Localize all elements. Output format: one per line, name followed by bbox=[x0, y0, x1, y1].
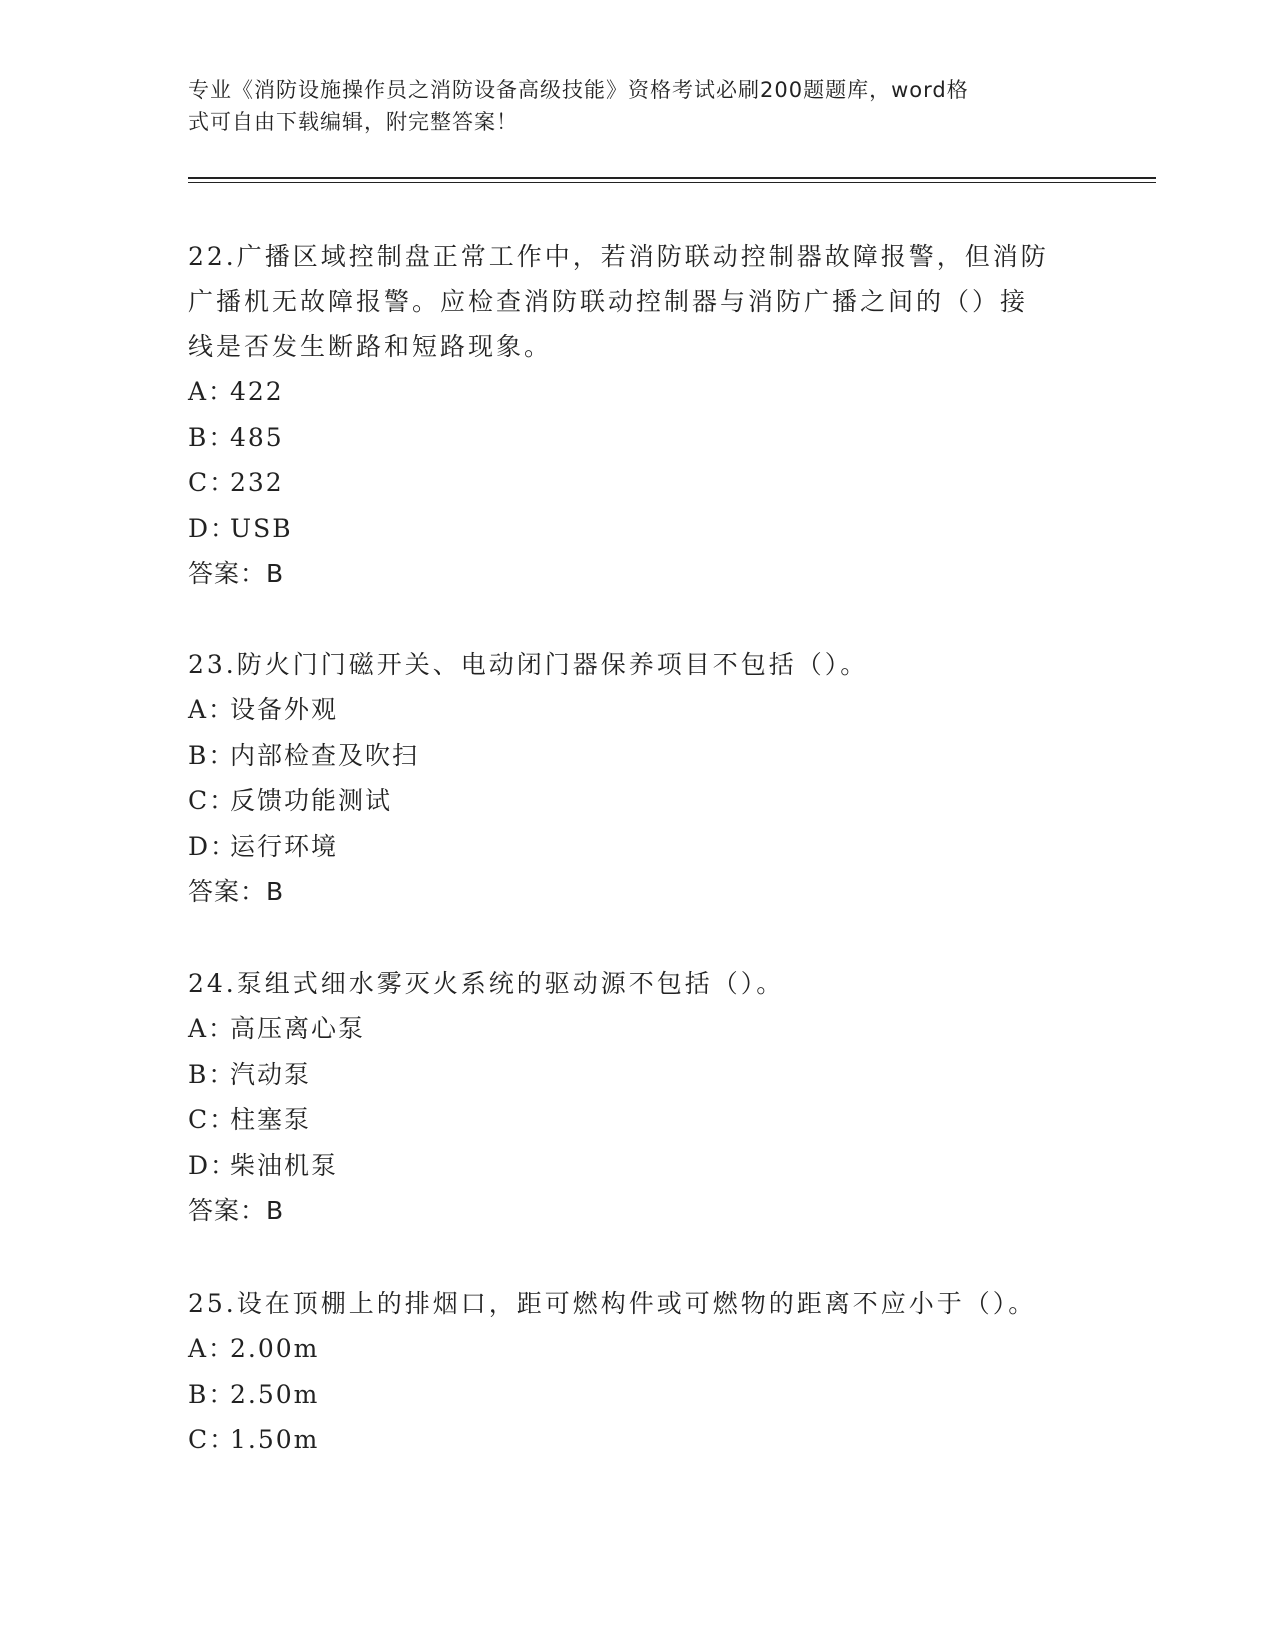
option-letter: A： bbox=[188, 1334, 236, 1363]
option-text: 高压离心泵 bbox=[230, 1014, 366, 1043]
question-stem-line: 线是否发生断路和短路现象。 bbox=[188, 332, 553, 361]
option-a bbox=[188, 1326, 1088, 1372]
option-d bbox=[188, 1143, 1088, 1189]
option-letter: B： bbox=[188, 740, 236, 770]
option-text: 2.50m bbox=[230, 1379, 320, 1409]
option-letter: A： bbox=[188, 695, 236, 724]
option-letter: B： bbox=[188, 1379, 236, 1409]
option-text: USB bbox=[230, 513, 293, 543]
option-b bbox=[188, 733, 1088, 779]
option-letter: D： bbox=[188, 513, 238, 543]
question-stem-line: 22.广播区域控制盘正常工作中，若消防联动控制器故障报警，但消防 bbox=[188, 242, 1049, 271]
option-letter: B： bbox=[188, 1059, 236, 1089]
option-letter: A： bbox=[188, 1014, 236, 1043]
header-divider-thin bbox=[188, 182, 1156, 183]
option-c bbox=[188, 1417, 1088, 1463]
question-stem-line: 23.防火门门磁开关、电动闭门器保养项目不包括（）。 bbox=[188, 650, 869, 679]
option-b bbox=[188, 415, 1088, 461]
option-d bbox=[188, 506, 1088, 552]
option-text: 2.00m bbox=[230, 1334, 320, 1363]
option-b bbox=[188, 1372, 1088, 1418]
question-24 bbox=[188, 961, 1088, 1234]
question-stem-line: 24.泵组式细水雾灭火系统的驱动源不包括（）。 bbox=[188, 969, 785, 998]
question-25 bbox=[188, 1281, 1088, 1463]
question-stem-line: 广播机无故障报警。应检查消防联动控制器与消防广播之间的（）接 bbox=[188, 287, 1029, 316]
option-a bbox=[188, 687, 1088, 733]
option-letter: C： bbox=[188, 786, 237, 815]
option-b bbox=[188, 1052, 1088, 1098]
option-letter: C： bbox=[188, 468, 237, 497]
question-23 bbox=[188, 642, 1088, 915]
answer-line: 答案：B bbox=[188, 1196, 285, 1225]
option-a bbox=[188, 1006, 1088, 1052]
option-d bbox=[188, 824, 1088, 870]
option-text: 设备外观 bbox=[230, 695, 339, 724]
option-letter: C： bbox=[188, 1425, 237, 1454]
option-c bbox=[188, 460, 1088, 506]
option-c bbox=[188, 778, 1088, 824]
answer-line: 答案：B bbox=[188, 559, 285, 588]
option-a bbox=[188, 369, 1088, 415]
option-text: 422 bbox=[230, 377, 284, 406]
header-divider-thick bbox=[188, 177, 1156, 179]
document-header bbox=[188, 74, 1088, 138]
question-22 bbox=[188, 234, 1088, 597]
option-text: 内部检查及吹扫 bbox=[230, 740, 420, 770]
header-line-2: 式可自由下载编辑，附完整答案！ bbox=[188, 110, 518, 134]
question-stem-line: 25.设在顶棚上的排烟口，距可燃构件或可燃物的距离不应小于（）。 bbox=[188, 1289, 1037, 1318]
answer-line: 答案：B bbox=[188, 877, 285, 906]
option-text: 汽动泵 bbox=[230, 1059, 312, 1089]
option-letter: B： bbox=[188, 422, 236, 452]
option-letter: D： bbox=[188, 831, 238, 861]
option-letter: D： bbox=[188, 1150, 238, 1180]
option-text: 反馈功能测试 bbox=[230, 786, 393, 815]
option-letter: A： bbox=[188, 377, 236, 406]
header-line-1: 专业《消防设施操作员之消防设备高级技能》资格考试必刷200题题库，word格 bbox=[188, 78, 969, 102]
option-text: 1.50m bbox=[230, 1425, 320, 1454]
option-letter: C： bbox=[188, 1105, 237, 1134]
option-text: 232 bbox=[230, 468, 284, 497]
option-text: 485 bbox=[230, 422, 284, 452]
option-text: 运行环境 bbox=[230, 831, 339, 861]
option-c bbox=[188, 1097, 1088, 1143]
option-text: 柱塞泵 bbox=[230, 1105, 312, 1134]
option-text: 柴油机泵 bbox=[230, 1150, 339, 1180]
